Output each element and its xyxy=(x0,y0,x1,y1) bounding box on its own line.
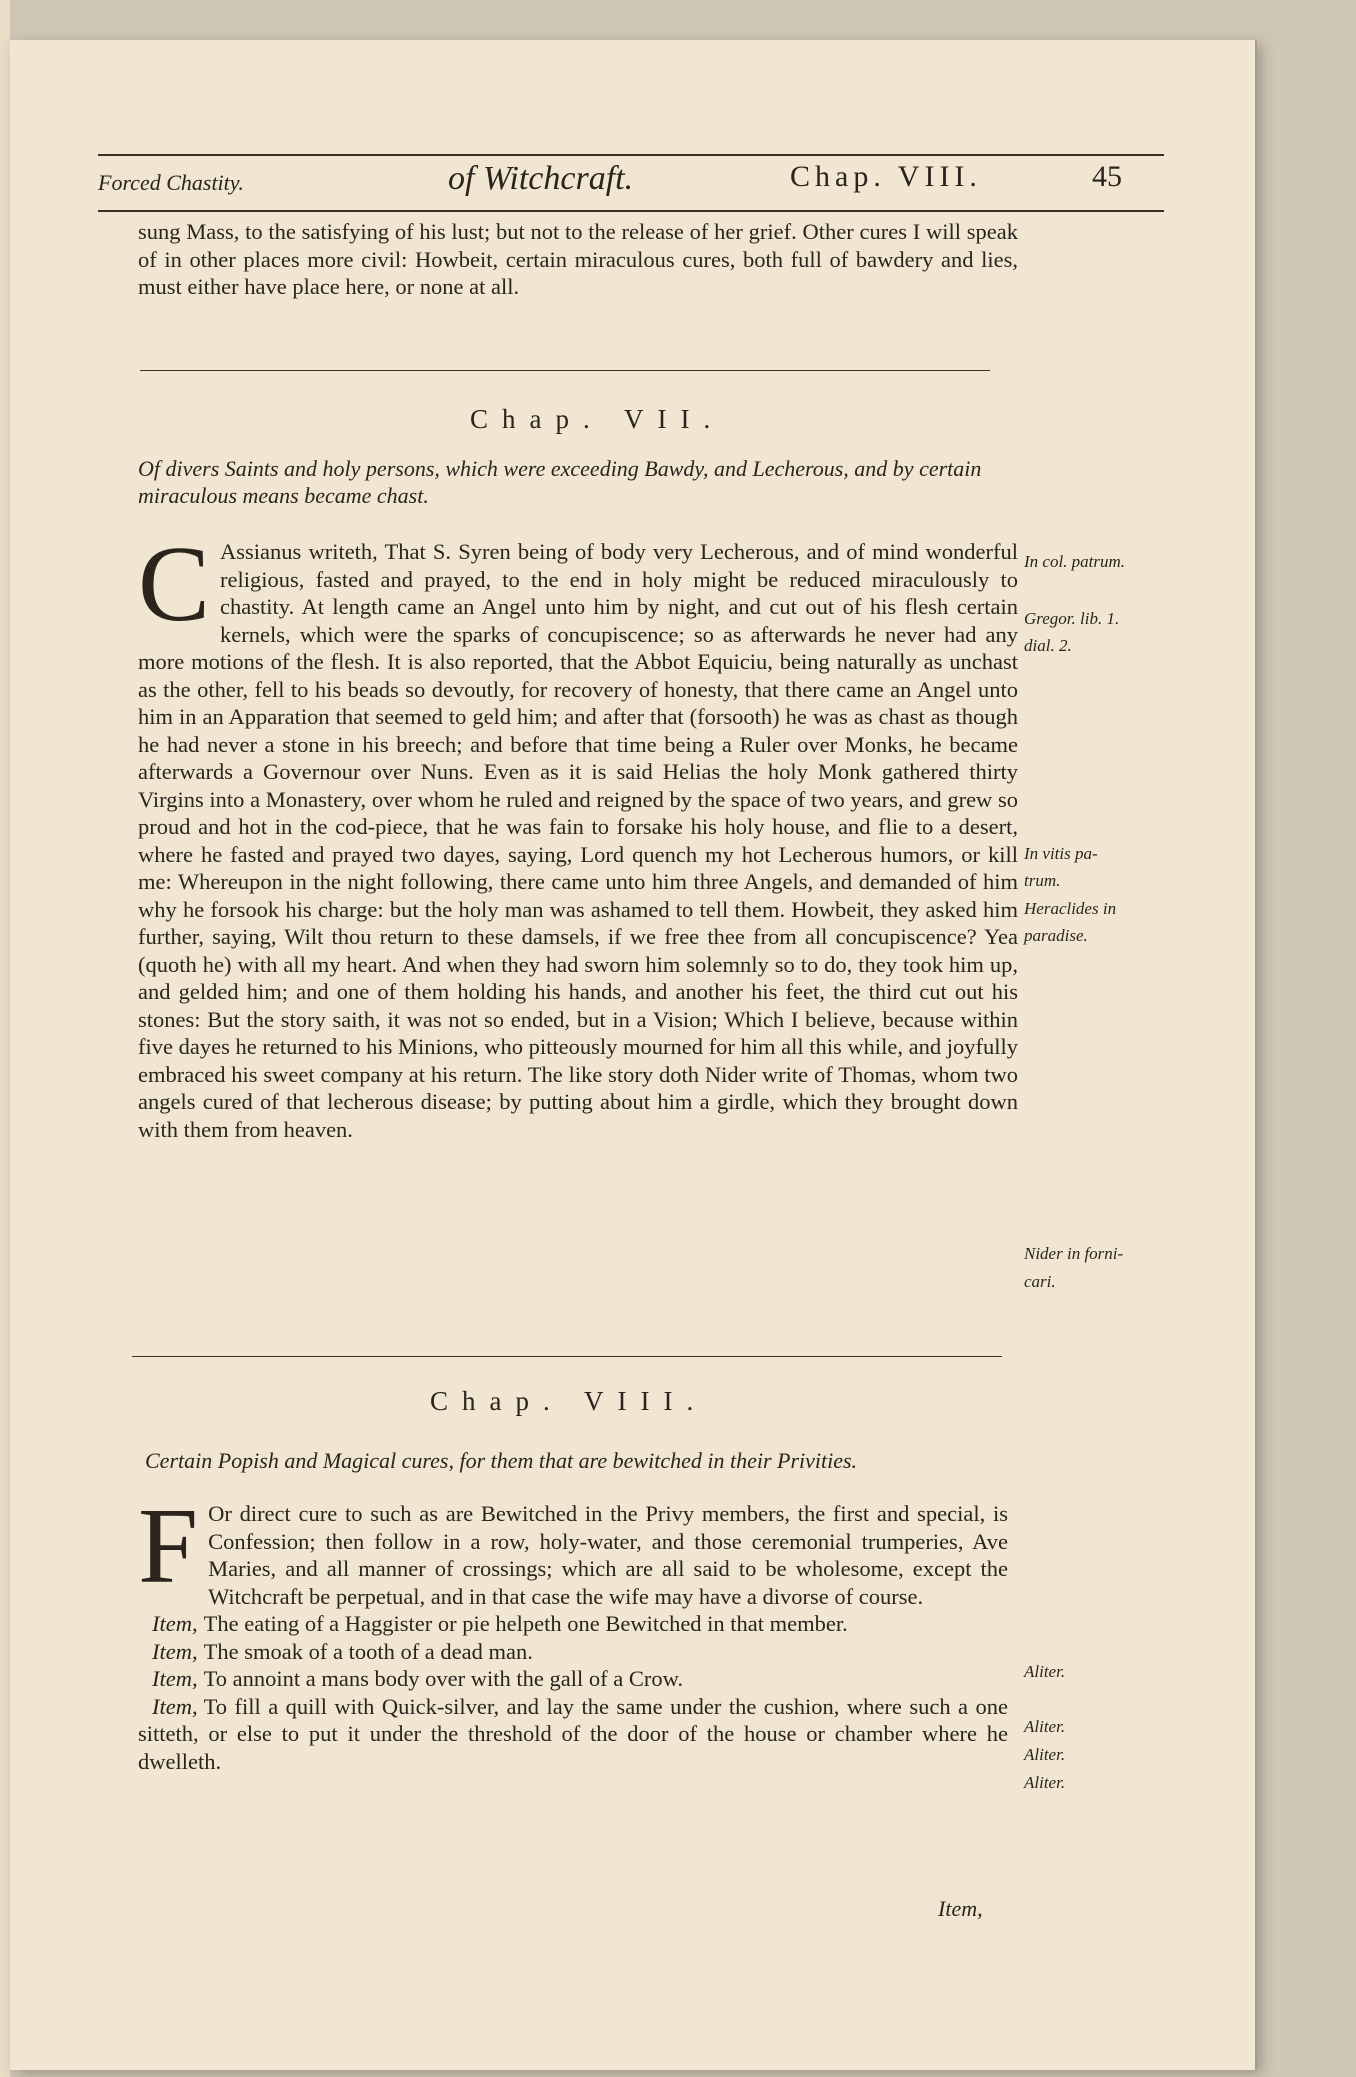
margin-note: Aliter. xyxy=(1024,1745,1066,1764)
item-text: The eating of a Haggister or pie helpeth one Bewitched in that member. xyxy=(203,1611,848,1636)
item-entry xyxy=(138,1693,1008,1776)
chapter-7-heading: Chap. VII. xyxy=(470,404,725,434)
chapter-8-heading: Chap. VIII. xyxy=(430,1386,708,1416)
margin-note: trum. xyxy=(1024,871,1061,890)
catchword: Item, xyxy=(938,1896,983,1921)
running-head-title: of Witchcraft. xyxy=(448,160,634,197)
page-edge xyxy=(0,0,10,2077)
chapter-7-body xyxy=(138,525,1018,1143)
chapter-8-body xyxy=(138,1487,1008,1775)
section-divider-2 xyxy=(132,1356,1002,1357)
item-entry xyxy=(138,1610,1008,1638)
chapter-7-text: Assianus writeth, That S. Syren being of body very Lecherous, and of mind wonderful religious, fasted and prayed, to the end in holy might be reduced miraculously to chastity. At length came an Angel unto him by night, and cut out of his flesh certain kernels, which were the sparks of concupiscence; so as afterwards he never had any more motions of the flesh. It is also reported, that the Abbot Equiciu, being naturally as unchast as the other, fell to his beads so devoutly, for recovery of honesty, that there came an Angel unto him in an Apparation that seemed to geld him; and after that (forsooth) he was as chast as though he had never a stone in his breech; and before that time being a Ruler over Monks, he became afterwards a Governour over Nuns. Even as it is said Helias the holy Monk gathered thirty Virgins into a Monastery, over whom he ruled and reigned by the space of two years, and grew so proud and hot in the cod-piece, that he was fain to forsake his holy house, and flie to a desert, where he fasted and prayed two dayes, saying, Lord quench my hot Lecherous humors, or kill me: Whereupon in the night following, there came unto him three Angels, and demanded of him why he forsook his charge: but the holy man was ashamed to tell them. Howbeit, they asked him further, saying, Wilt thou return to these damsels, if we free thee from all concupiscence? Yea (quoth he) with all my heart. And when they had sworn him solemnly so to do, they took him up, and gelded him; and one of them holding his hands, and another his feet, the third cut out his stones: But the story saith, it was not so ended, but in a Vision; Which I believe, because within five dayes he returned to his Minions, who pitteously mourned for him all this while, and joyfully embraced his sweet company at his return. The like story doth Nider write of Thomas, whom two angels cured of that lecherous disease; by putting about him a girdle, which they brought down with them from heaven. xyxy=(138,539,1018,1142)
chapter-7-subtitle: Of divers Saints and holy persons, which were exceeding Bawdy, and Lecherous, and by certain miraculous means became chast. xyxy=(138,456,982,508)
margin-note: Gregor. lib. 1. xyxy=(1024,609,1120,628)
intro-text: sung Mass, to the satisfying of his lust; but not to the release of her grief. Other cures I will speak of in other places more civil: Howbeit, certain miraculous cures, both full of bawdery and lies, must either have place here, or none at all. xyxy=(138,219,1018,299)
margin-note: In vitis pa- xyxy=(1024,844,1098,863)
item-text: To fill a quill with Quick-silver, and lay the same under the cushion, where such a one sitteth, or else to put it under the threshold of the door of the house or chamber where he dwelleth. xyxy=(138,1693,1008,1774)
margin-note: Aliter. xyxy=(1024,1662,1066,1681)
margin-note: Aliter. xyxy=(1024,1773,1066,1792)
margin-note: Heraclides in xyxy=(1024,899,1117,918)
item-text: The smoak of a tooth of a dead man. xyxy=(203,1638,533,1664)
margin-note: cari. xyxy=(1024,1272,1056,1291)
section-divider-1 xyxy=(140,370,990,371)
running-head-left: Forced Chastity. xyxy=(98,170,244,195)
item-label: Item, xyxy=(152,1693,198,1719)
item-label: Item, xyxy=(152,1666,198,1691)
page-number: 45 xyxy=(1092,160,1122,193)
header-top-rule xyxy=(98,154,1164,156)
item-text: To annoint a mans body over with the gall of a Crow. xyxy=(203,1666,683,1691)
margin-note: Aliter. xyxy=(1024,1717,1066,1736)
margin-note: Nider in forni- xyxy=(1024,1244,1124,1263)
running-head-chapter: Chap. VIII. xyxy=(790,160,982,193)
header-bottom-rule xyxy=(98,210,1164,212)
margin-note: paradise. xyxy=(1024,926,1088,945)
chapter-7-dropcap: C xyxy=(138,525,211,644)
chapter-8-dropcap: F xyxy=(138,1487,199,1606)
chapter-8-subtitle: Certain Popish and Magical cures, for them that are bewitched in their Privities. xyxy=(145,1448,858,1473)
margin-note: dial. 2. xyxy=(1024,636,1072,655)
item-entry xyxy=(138,1638,1008,1666)
chapter-8-text: Or direct cure to such as are Bewitched in the Privy members, the first and special, is Confession; then follow in a row, holy-water, and those ceremonial trumperies, Ave Maries, and all manner of crossings; which are all said to be wholesome, except the Witchcraft be perpetual, and in that case the wife may have a divorse of course. xyxy=(208,1501,1008,1609)
item-label: Item, xyxy=(152,1638,198,1664)
item-label: Item, xyxy=(152,1611,198,1636)
intro-paragraph xyxy=(138,218,1018,301)
margin-note: In col. patrum. xyxy=(1024,552,1126,571)
item-entry xyxy=(138,1665,1008,1693)
